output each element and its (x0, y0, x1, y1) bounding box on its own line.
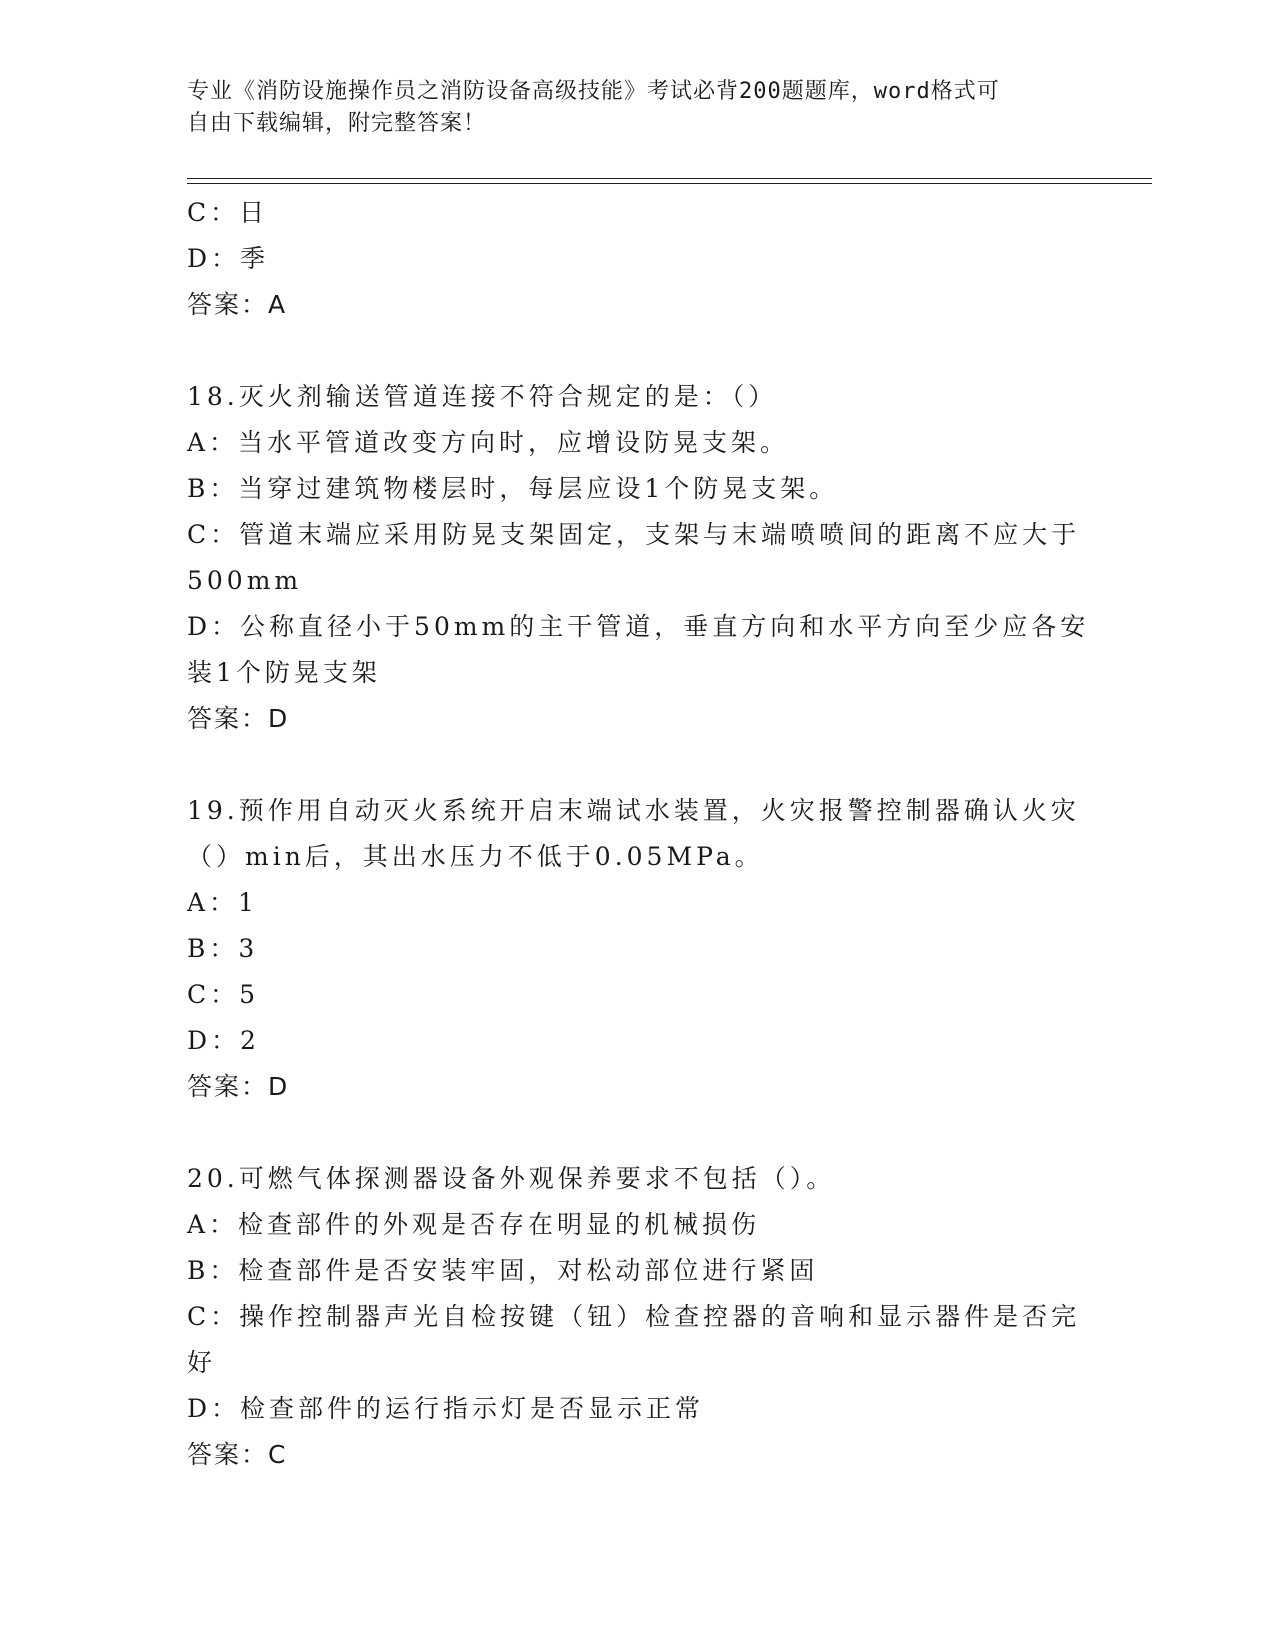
header-divider-top (187, 178, 1152, 179)
previous-question-tail (187, 190, 1087, 328)
option-d: D：2 (187, 1026, 260, 1055)
option-c: C：5 (187, 980, 260, 1009)
option-c: C：日 (187, 198, 269, 227)
question-20 (187, 1156, 1087, 1478)
option-b: B：3 (187, 934, 259, 963)
option-d: D：季 (187, 244, 270, 273)
option-d: D：公称直径小于50mm的主干管道，垂直方向和水平方向至少应各安 (187, 612, 1090, 641)
spacer (187, 328, 1087, 374)
question-stem: 18.灭火剂输送管道连接不符合规定的是：（） (187, 382, 778, 411)
option-d-continued: 装1个防晃支架 (187, 658, 381, 687)
option-b: B：检查部件是否安装牢固，对松动部位进行紧固 (187, 1256, 819, 1285)
header-divider-bottom (187, 183, 1152, 184)
question-19 (187, 788, 1087, 1110)
header-line-2: 自由下载编辑，附完整答案！ (187, 111, 487, 136)
spacer (187, 1110, 1087, 1156)
option-a: A：当水平管道改变方向时，应增设防晃支架。 (187, 428, 790, 457)
option-b: B：当穿过建筑物楼层时，每层应设1个防晃支架。 (187, 474, 839, 503)
option-a: A：1 (187, 888, 258, 917)
answer-line: 答案：C (187, 1440, 288, 1469)
header-line-1: 专业《消防设施操作员之消防设备高级技能》考试必背200题题库，word格式可 (187, 79, 1000, 104)
question-18 (187, 374, 1090, 742)
answer-line: 答案：D (187, 1072, 290, 1101)
question-stem: 19.预作用自动灭火系统开启末端试水装置，火灾报警控制器确认火灾 (187, 796, 1080, 825)
option-c-continued: 500mm (187, 566, 303, 595)
question-list (187, 190, 1090, 1478)
answer-line: 答案：D (187, 704, 290, 733)
option-a: A：检查部件的外观是否存在明显的机械损伤 (187, 1210, 761, 1239)
question-stem: 20.可燃气体探测器设备外观保养要求不包括（）。 (187, 1164, 836, 1193)
option-c: C：操作控制器声光自检按键（钮）检查控器的音响和显示器件是否完 (187, 1302, 1081, 1331)
document-header (187, 76, 1087, 140)
answer-line: 答案：A (187, 290, 288, 319)
question-stem-continued: （）min后，其出水压力不低于0.05MPa。 (187, 842, 764, 871)
option-c-continued: 好 (187, 1348, 217, 1377)
spacer (187, 742, 1087, 788)
option-d: D：检查部件的运行指示灯是否显示正常 (187, 1394, 705, 1423)
option-c: C：管道末端应采用防晃支架固定，支架与末端喷喷间的距离不应大于 (187, 520, 1081, 549)
